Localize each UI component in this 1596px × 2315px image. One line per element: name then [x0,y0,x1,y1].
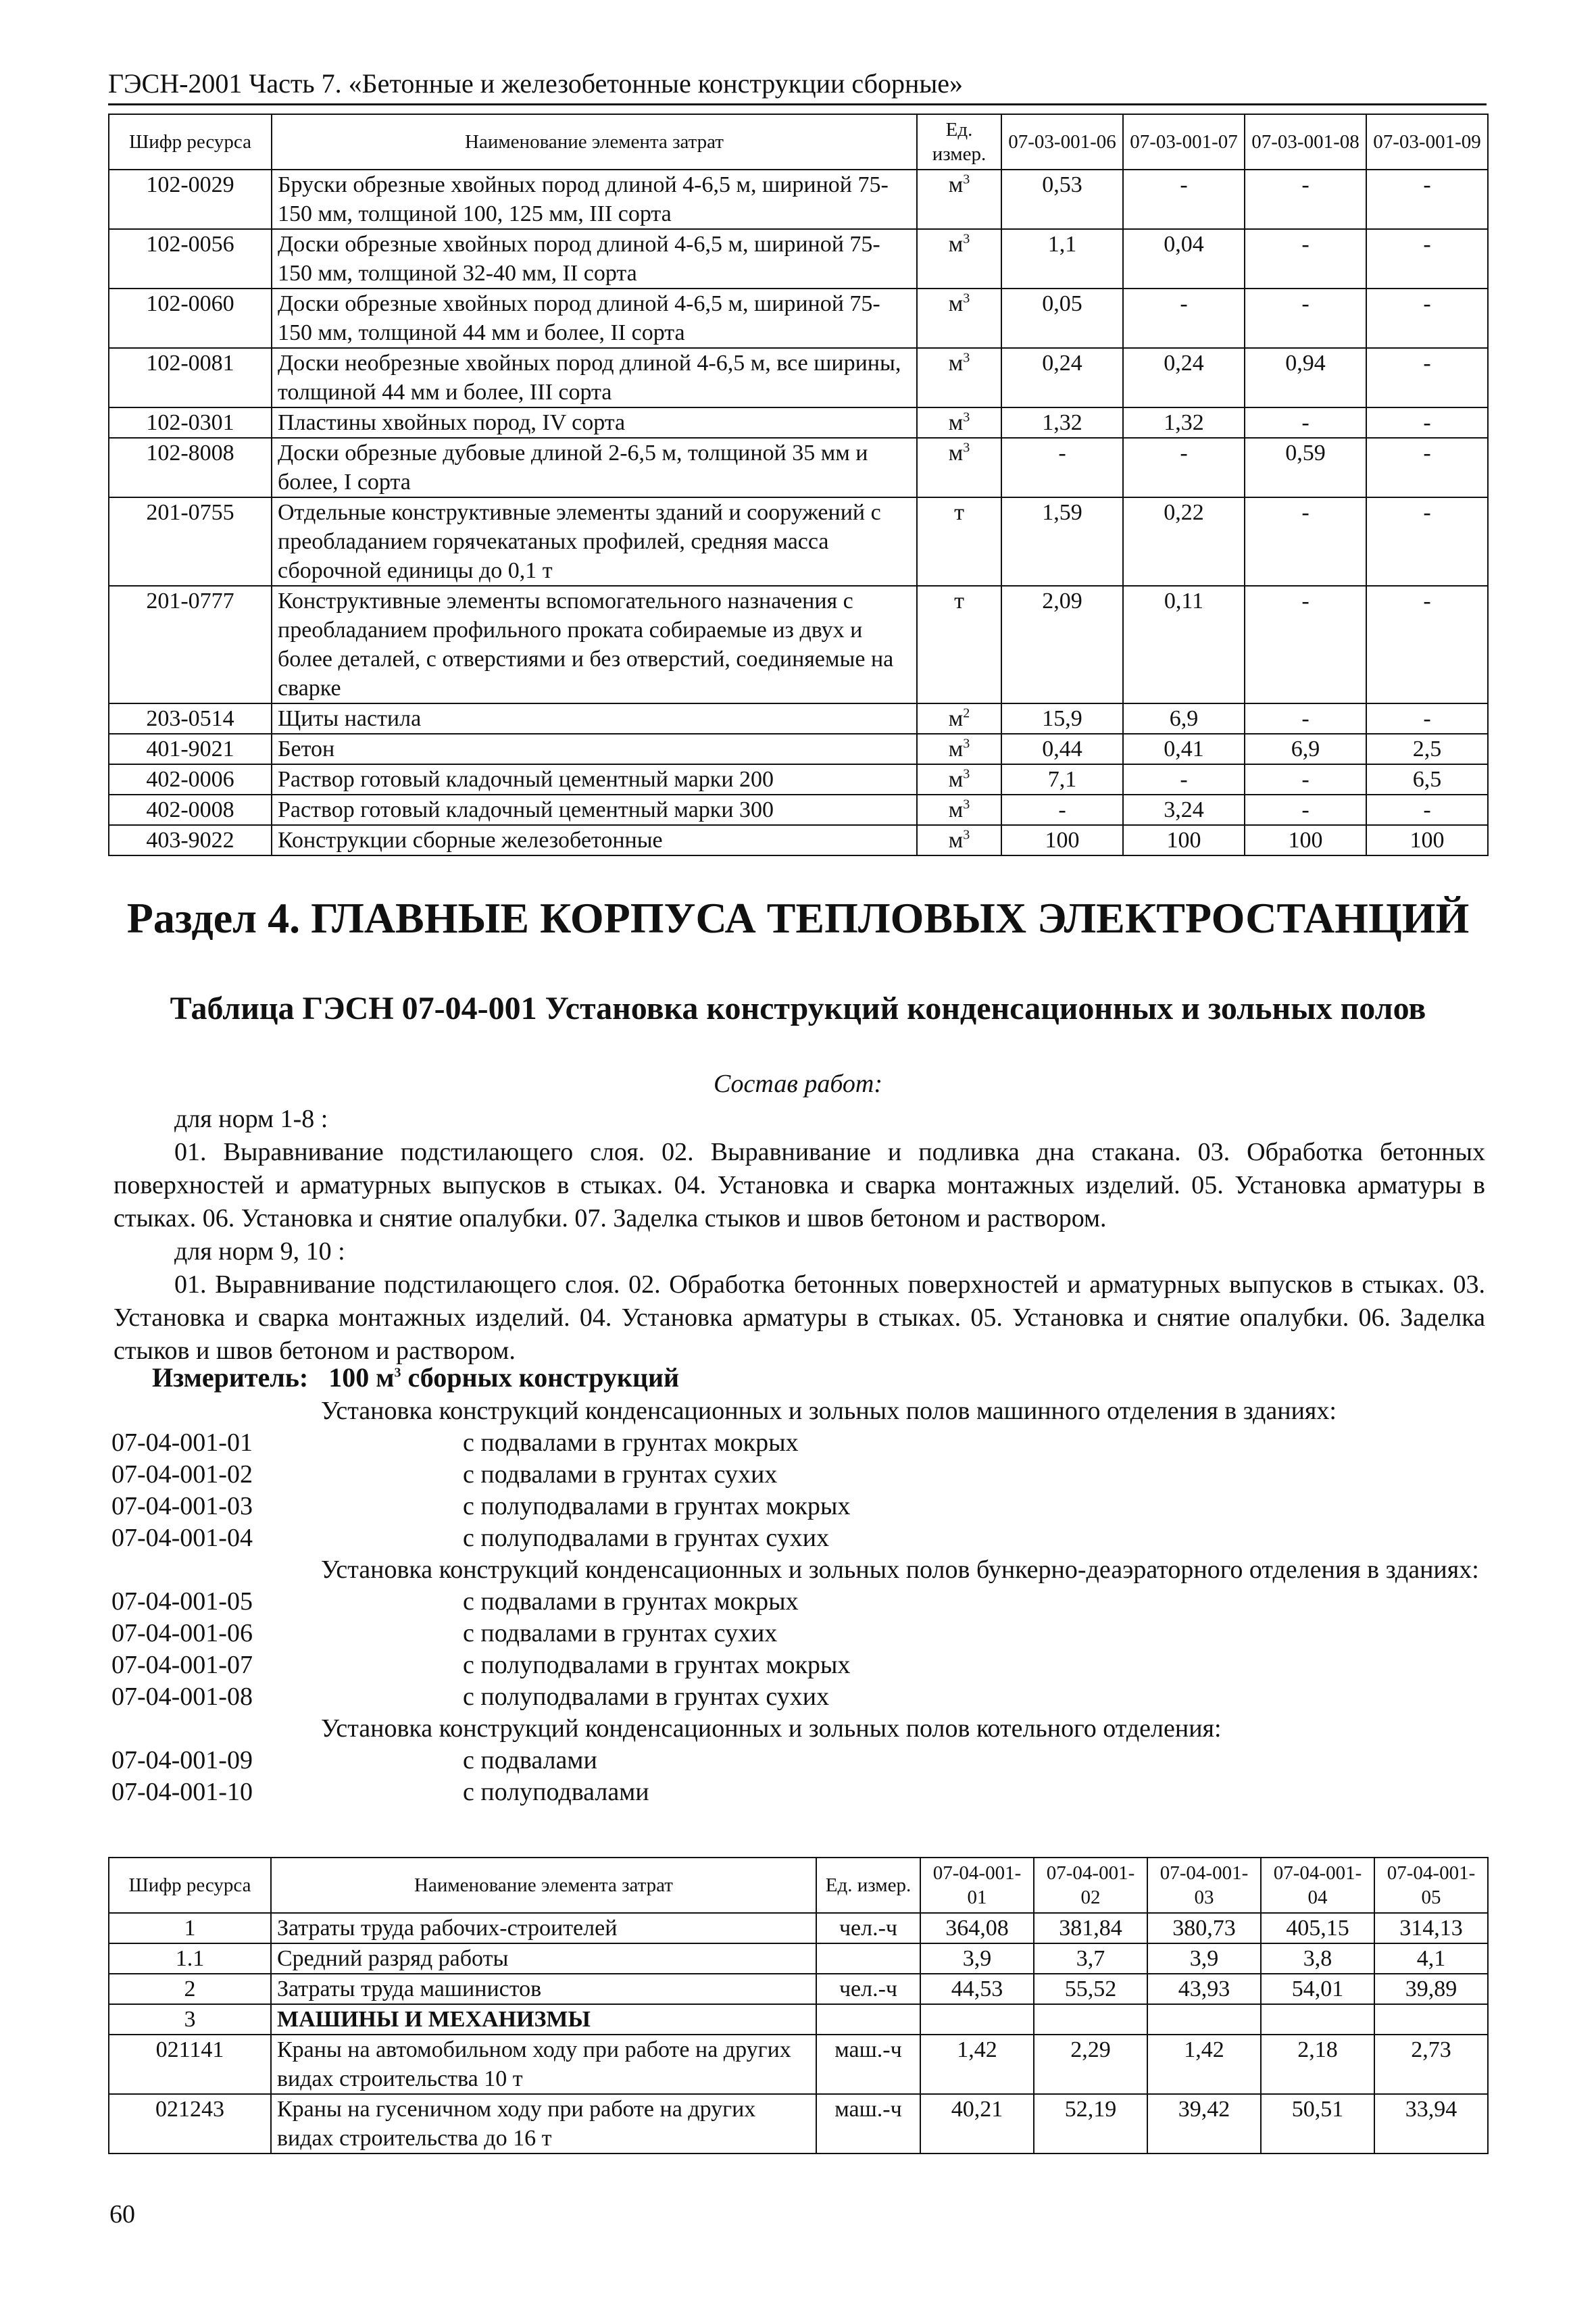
norm-code: 07-04-001-09 [111,1746,253,1774]
table-row [109,2094,1488,2154]
meter-label: Измеритель: [152,1362,309,1393]
value-cell: - [1366,586,1488,703]
table-title: Таблица ГЭСН 07-04-001 Установка конструкций конденсационных и зольных полов [170,991,1426,1026]
resource-name-cell: Доски необрезные хвойных пород длиной 4-6,5 м, все ширины, толщиной 44 мм и более, III сорта [272,348,917,407]
value-cell: - [1245,407,1366,438]
value-cell: 100 [1366,825,1488,855]
value-cell: - [1245,497,1366,586]
col-header-norm: 07-04-001-01 [920,1858,1034,1913]
value-cell [920,2004,1034,2035]
unit-cell [816,2004,920,2035]
resource-code-cell: 2 [109,1974,271,2004]
unit-text: м [948,410,964,435]
unit-superscript: 3 [963,350,970,366]
value-cell: 2,29 [1034,2035,1147,2094]
unit-superscript: 3 [963,440,970,455]
value-cell [1034,2004,1147,2035]
norm-code: 07-04-001-04 [111,1524,253,1552]
resource-name-cell: Доски обрезные хвойных пород длиной 4-6,5 м, шириной 75-150 мм, толщиной 44 мм и более, II сорта [272,289,917,348]
resource-name-cell: Доски обрезные хвойных пород длиной 4-6,5 м, шириной 75-150 мм, толщиной 32-40 мм, II сорта [272,229,917,289]
norm-description: с подвалами в грунтах мокрых [463,1428,799,1457]
col-header-code: Шифр ресурса [109,114,272,170]
page-number: 60 [109,2200,135,2229]
col-header-norm: 07-04-001-05 [1374,1858,1488,1913]
unit-cell [917,170,1001,229]
value-cell: - [1366,229,1488,289]
table-row [109,703,1488,734]
table-row [109,348,1488,407]
resource-code-cell: 3 [109,2004,271,2035]
value-cell: 100 [1001,825,1123,855]
resource-code-cell: 201-0777 [109,586,272,703]
value-cell: - [1366,497,1488,586]
norm-description: с подвалами в грунтах сухих [463,1460,778,1489]
table-row [109,2004,1488,2035]
table-row [109,497,1488,586]
norms-1-8-block [114,1103,1485,1368]
value-cell: 0,24 [1123,348,1245,407]
unit-text: м [948,737,964,762]
norm-group-heading: Установка конструкций конденсационных и зольных полов котельного отделения: [321,1714,1222,1743]
col-header-norm: 07-04-001-02 [1034,1858,1147,1913]
unit-cell [917,734,1001,764]
value-cell: - [1366,438,1488,497]
unit-cell [917,703,1001,734]
norm-code: 07-04-001-10 [111,1778,253,1806]
norm-item [111,1745,1490,1776]
works-composition-label: Состав работ: [713,1070,883,1098]
unit-cell [917,348,1001,407]
table-row [109,2035,1488,2094]
value-cell: 1,42 [920,2035,1034,2094]
value-cell: - [1123,438,1245,497]
value-cell: - [1366,703,1488,734]
resource-code-cell: 1.1 [109,1943,271,1974]
norm-description: с полуподвалами [463,1778,649,1806]
value-cell: 50,51 [1261,2094,1374,2154]
norms-1-8-label: для норм 1-8 : [174,1105,328,1133]
unit-superscript: 2 [963,705,970,721]
table-row [109,438,1488,497]
resource-name-cell: Пластины хвойных пород, IV сорта [272,407,917,438]
unit-cell [917,825,1001,855]
norm-item [111,1491,1490,1522]
value-cell [1374,2004,1488,2035]
norms-9-10-text: 01. Выравнивание подстилающего слоя. 02. Обработка бетонных поверхностей и арматурных выпусков в стыках. 03. Установка и сварка монтажных изделий. 04. Установка арматуры в стыках. 05. Установка и снятие опалубки. 06. Заделка стыков и швов бетоном и раствором. [114,1270,1485,1365]
unit-cell [917,229,1001,289]
unit-cell [917,289,1001,348]
resources-table-07-03-001 [108,114,1489,856]
resource-code-cell: 102-0029 [109,170,272,229]
norm-description: с подвалами в грунтах мокрых [463,1587,799,1616]
norm-group-heading: Установка конструкций конденсационных и зольных полов машинного отделения в зданиях: [321,1397,1337,1425]
col-header-name: Наименование элемента затрат [271,1858,816,1913]
resource-name-cell: Краны на автомобильном ходу при работе на других видах строительства 10 т [271,2035,816,2094]
value-cell [1261,2004,1374,2035]
value-cell: - [1245,764,1366,795]
unit-text: м [948,706,964,731]
value-cell: - [1366,407,1488,438]
norms-list [111,1395,1490,1808]
value-cell: 3,9 [1147,1943,1261,1974]
resource-name-cell: Бруски обрезные хвойных пород длиной 4-6,5 м, шириной 75-150 мм, толщиной 100, 125 мм, III сорта [272,170,917,229]
value-cell: 0,11 [1123,586,1245,703]
value-cell: 0,22 [1123,497,1245,586]
table-row [109,734,1488,764]
value-cell: 2,73 [1374,2035,1488,2094]
value-cell: 15,9 [1001,703,1123,734]
meter-value: 100 м [328,1362,395,1393]
value-cell: 55,52 [1034,1974,1147,2004]
unit-cell: чел.-ч [816,1913,920,1943]
table-row [109,764,1488,795]
unit-cell [917,586,1001,703]
value-cell: 4,1 [1374,1943,1488,1974]
unit-cell [917,497,1001,586]
norm-code: 07-04-001-05 [111,1587,253,1616]
meter-rest: сборных конструкций [401,1362,680,1393]
value-cell: 0,44 [1001,734,1123,764]
value-cell: 6,9 [1123,703,1245,734]
resource-name-cell: Конструктивные элементы вспомогательного назначения с преобладанием профильного проката собираемые из двух и более деталей, с отверстиями и без отверстий, соединяемые на сварке [272,586,917,703]
col-header-unit: Ед. измер. [917,114,1001,170]
norm-code: 07-04-001-03 [111,1492,253,1520]
value-cell: - [1366,795,1488,825]
norm-group-heading: Установка конструкций конденсационных и зольных полов бункерно-деаэраторного отделения в зданиях: [321,1555,1479,1584]
norm-description: с подвалами [463,1746,597,1774]
norm-item [111,1776,1490,1808]
value-cell: 39,89 [1374,1974,1488,2004]
norm-item [111,1618,1490,1649]
value-cell: 0,53 [1001,170,1123,229]
value-cell: 3,7 [1034,1943,1147,1974]
value-cell: 33,94 [1374,2094,1488,2154]
unit-superscript: 3 [963,291,970,306]
value-cell: 0,04 [1123,229,1245,289]
table-row [109,586,1488,703]
norm-item [111,1427,1490,1459]
value-cell: 0,24 [1001,348,1123,407]
value-cell: 100 [1123,825,1245,855]
unit-superscript: 3 [963,766,970,782]
norm-code: 07-04-001-06 [111,1619,253,1647]
table-row [109,795,1488,825]
norm-item [111,1681,1490,1713]
measure-unit-line [152,1362,679,1393]
col-header-norm: 07-04-001-04 [1261,1858,1374,1913]
table-header-row [109,1858,1488,1913]
unit-text: м [948,828,964,853]
norm-code: 07-04-001-07 [111,1651,253,1679]
unit-text: м [948,797,964,822]
unit-text: м [948,291,964,316]
unit-text: м [948,767,964,792]
unit-superscript: 3 [963,797,970,812]
value-cell: 3,8 [1261,1943,1374,1974]
resource-code-cell: 102-0056 [109,229,272,289]
resource-code-cell: 1 [109,1913,271,1943]
value-cell: 100 [1245,825,1366,855]
resources-table-07-04-001 [108,1857,1489,2154]
resource-code-cell: 201-0755 [109,497,272,586]
unit-cell [917,407,1001,438]
unit-text: т [954,500,964,525]
resource-name-cell: Щиты настила [272,703,917,734]
value-cell: 6,9 [1245,734,1366,764]
col-header-norm: 07-04-001-03 [1147,1858,1261,1913]
value-cell: 0,59 [1245,438,1366,497]
resource-code-cell: 402-0008 [109,795,272,825]
norm-item [111,1649,1490,1681]
value-cell: - [1001,795,1123,825]
value-cell: 1,32 [1001,407,1123,438]
resource-code-cell: 021243 [109,2094,271,2154]
value-cell: - [1245,586,1366,703]
value-cell: - [1123,170,1245,229]
col-header-code: Шифр ресурса [109,1858,271,1913]
running-header: ГЭСН-2001 Часть 7. «Бетонные и железобетонные конструкции сборные» [108,68,1487,105]
value-cell: 314,13 [1374,1913,1488,1943]
value-cell: - [1245,703,1366,734]
value-cell: 43,93 [1147,1974,1261,2004]
resource-name-cell: Затраты труда машинистов [271,1974,816,2004]
resource-name-cell: Краны на гусеничном ходу при работе на других видах строительства до 16 т [271,2094,816,2154]
norm-item [111,1459,1490,1491]
norm-item [111,1522,1490,1554]
norm-code: 07-04-001-02 [111,1460,253,1489]
value-cell: - [1245,170,1366,229]
meter-superscript: 3 [394,1365,401,1380]
unit-cell [917,795,1001,825]
table-row [109,229,1488,289]
resource-name-cell: Затраты труда рабочих-строителей [271,1913,816,1943]
resource-name-cell: МАШИНЫ И МЕХАНИЗМЫ [271,2004,816,2035]
value-cell: 2,09 [1001,586,1123,703]
resource-code-cell: 102-8008 [109,438,272,497]
value-cell: 364,08 [920,1913,1034,1943]
unit-cell [917,438,1001,497]
section-title: Раздел 4. ГЛАВНЫЕ КОРПУСА ТЕПЛОВЫХ ЭЛЕКТРОСТАНЦИЙ [126,894,1470,942]
resource-code-cell: 402-0006 [109,764,272,795]
value-cell: - [1123,289,1245,348]
resource-code-cell: 102-0081 [109,348,272,407]
col-header-norm: 07-03-001-07 [1123,114,1245,170]
value-cell: 405,15 [1261,1913,1374,1943]
table-row [109,170,1488,229]
norm-code: 07-04-001-01 [111,1428,253,1457]
value-cell: 39,42 [1147,2094,1261,2154]
norm-description: с полуподвалами в грунтах сухих [463,1683,830,1711]
value-cell: 54,01 [1261,1974,1374,2004]
value-cell: 1,1 [1001,229,1123,289]
resource-code-cell: 102-0301 [109,407,272,438]
col-header-norm: 07-03-001-06 [1001,114,1123,170]
norm-description: с подвалами в грунтах сухих [463,1619,778,1647]
resource-code-cell: 102-0060 [109,289,272,348]
value-cell: - [1366,348,1488,407]
resource-name-cell: Отдельные конструктивные элементы зданий и сооружений с преобладанием горячекатаных профилей, средняя масса сборочной единицы до 0,1 т [272,497,917,586]
table-row [109,825,1488,855]
value-cell: 1,32 [1123,407,1245,438]
col-header-norm: 07-03-001-09 [1366,114,1488,170]
unit-cell: маш.-ч [816,2094,920,2154]
table-row [109,1974,1488,2004]
value-cell: 380,73 [1147,1913,1261,1943]
value-cell: 2,18 [1261,2035,1374,2094]
value-cell: 44,53 [920,1974,1034,2004]
col-header-name: Наименование элемента затрат [272,114,917,170]
unit-text: м [948,351,964,376]
value-cell: 40,21 [920,2094,1034,2154]
norm-description: с полуподвалами в грунтах мокрых [463,1492,851,1520]
resource-name-cell: Доски обрезные дубовые длиной 2-6,5 м, толщиной 35 мм и более, I сорта [272,438,917,497]
value-cell: - [1123,764,1245,795]
unit-text: м [948,172,964,197]
resource-name-cell: Раствор готовый кладочный цементный марки 200 [272,764,917,795]
value-cell: - [1245,289,1366,348]
resource-code-cell: 203-0514 [109,703,272,734]
unit-superscript: 3 [963,409,970,425]
unit-cell: чел.-ч [816,1974,920,2004]
value-cell: 381,84 [1034,1913,1147,1943]
value-cell [1147,2004,1261,2035]
col-header-unit: Ед. измер. [816,1858,920,1913]
norms-9-10-label: для норм 9, 10 : [174,1237,345,1266]
unit-text: т [954,589,964,614]
resource-code-cell: 403-9022 [109,825,272,855]
norm-item [111,1586,1490,1618]
value-cell: 0,41 [1123,734,1245,764]
norm-description: с полуподвалами в грунтах сухих [463,1524,830,1552]
value-cell: 3,24 [1123,795,1245,825]
value-cell: 0,94 [1245,348,1366,407]
resource-name-cell: Раствор готовый кладочный цементный марки 300 [272,795,917,825]
value-cell: 6,5 [1366,764,1488,795]
resource-name-cell: Средний разряд работы [271,1943,816,1974]
value-cell: - [1001,438,1123,497]
value-cell: 7,1 [1001,764,1123,795]
unit-cell [816,1943,920,1974]
value-cell: 1,42 [1147,2035,1261,2094]
norms-1-8-text: 01. Выравнивание подстилающего слоя. 02. Выравнивание и подливка дна стакана. 03. Обработка бетонных поверхностей и арматурных выпусков в стыках. 04. Установка и сварка монтажных изделий. 05. Установка арматуры в стыках. 06. Установка и снятие опалубки. 07. Заделка стыков и швов бетоном и раствором. [114,1138,1485,1233]
resource-code-cell: 021141 [109,2035,271,2094]
norm-code: 07-04-001-08 [111,1683,253,1711]
resource-code-cell: 401-9021 [109,734,272,764]
unit-cell: маш.-ч [816,2035,920,2094]
value-cell: - [1245,229,1366,289]
value-cell: 3,9 [920,1943,1034,1974]
value-cell: 52,19 [1034,2094,1147,2154]
table-header-row [109,114,1488,170]
resource-name-cell: Бетон [272,734,917,764]
unit-cell [917,764,1001,795]
table-row [109,1943,1488,1974]
unit-superscript: 3 [963,736,970,751]
norm-description: с полуподвалами в грунтах мокрых [463,1651,851,1679]
unit-superscript: 3 [963,827,970,843]
value-cell: 0,05 [1001,289,1123,348]
value-cell: - [1366,289,1488,348]
unit-superscript: 3 [963,231,970,247]
resource-name-cell: Конструкции сборные железобетонные [272,825,917,855]
table-row [109,407,1488,438]
table-row [109,1913,1488,1943]
value-cell: 1,59 [1001,497,1123,586]
col-header-norm: 07-03-001-08 [1245,114,1366,170]
unit-text: м [948,232,964,257]
value-cell: 2,5 [1366,734,1488,764]
value-cell: - [1245,795,1366,825]
value-cell: - [1366,170,1488,229]
table-row [109,289,1488,348]
unit-text: м [948,441,964,466]
unit-superscript: 3 [963,172,970,187]
